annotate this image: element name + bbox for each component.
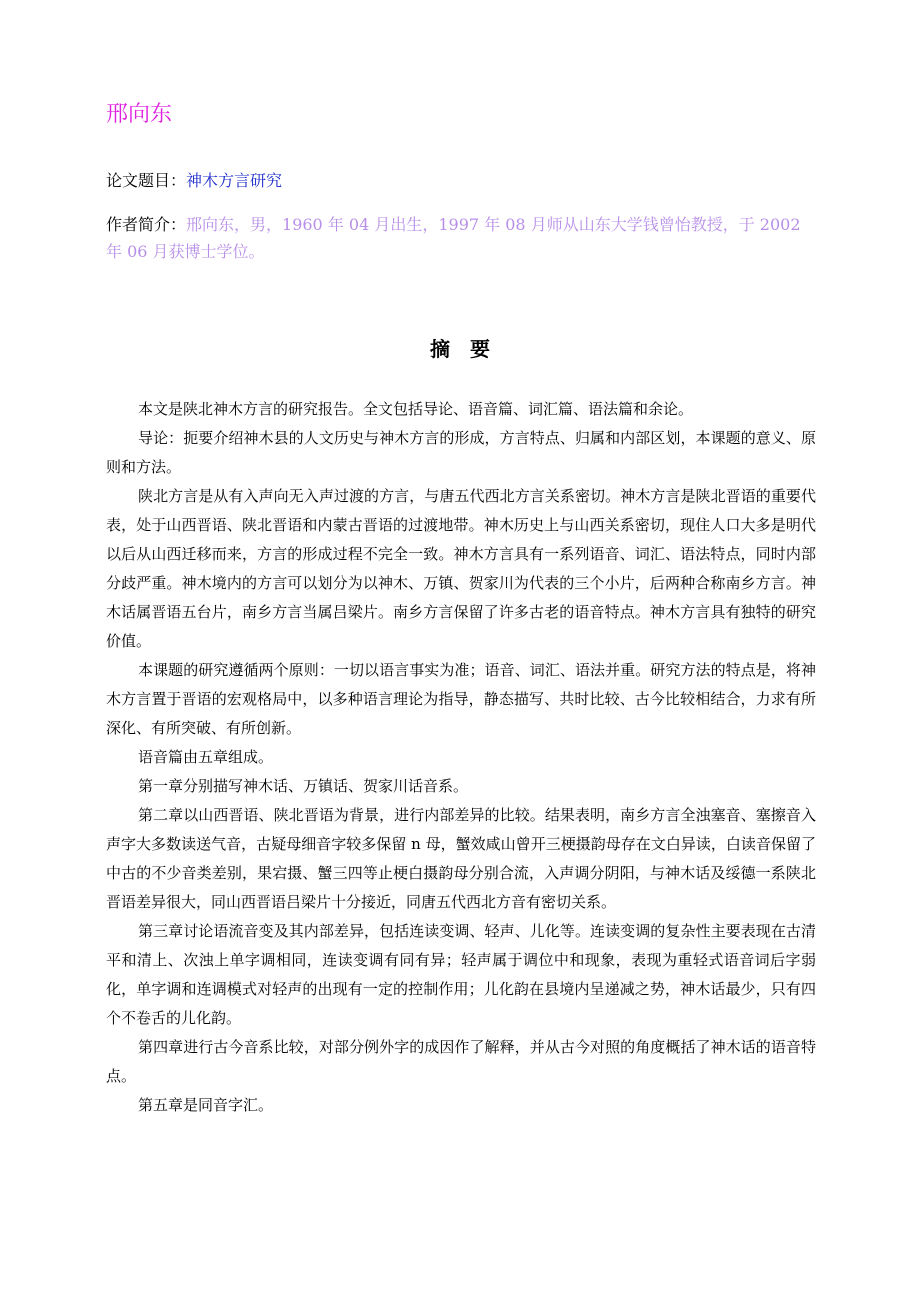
abstract-paragraph: 第三章讨论语流音变及其内部差异，包括连读变调、轻声、儿化等。连读变调的复杂性主要表现在古清平和清上、次浊上单字调相同，连读变调有同有异；轻声属于调位中和现象，表现为重轻式语音词后字弱化，单字调和连调模式对轻声的出现有一定的控制作用；儿化韵在县境内呈递减之势，神木话最少，只有四个不卷舌的儿化韵。 <box>106 922 816 1027</box>
abstract-paragraph: 导论：扼要介绍神木县的人文历史与神木方言的形成，方言特点、归属和内部区划，本课题的意义、原则和方法。 <box>106 429 816 476</box>
author-intro: 邢向东，男，1960 年 04 月出生，1997 年 08 月师从山东大学钱曾怡教授，于 2002 年 06 月获博士学位。 <box>106 215 801 261</box>
abstract-paragraph: 陕北方言是从有入声向无入声过渡的方言，与唐五代西北方言关系密切。神木方言是陕北晋语的重要代表，处于山西晋语、陕北晋语和内蒙古晋语的过渡地带。神木历史上与山西关系密切，现住人口大多是明代以后从山西迁移而来，方言的形成过程不完全一致。神木方言具有一系列语音、词汇、语法特点，同时内部分歧严重。神木境内的方言可以划分为以神木、万镇、贺家川为代表的三个小片，后两种合称南乡方言。神木话属晋语五台片，南乡方言当属吕梁片。南乡方言保留了许多古老的语音特点。神木方言具有独特的研究价值。 <box>106 487 816 650</box>
author-intro-line <box>106 211 816 265</box>
abstract-paragraph: 本课题的研究遵循两个原则：一切以语言事实为准；语音、词汇、语法并重。研究方法的特点是，将神木方言置于晋语的宏观格局中，以多种语言理论为指导，静态描写、共时比较、古今比较相结合，力求有所深化、有所突破、有所创新。 <box>106 661 816 737</box>
abstract-paragraph: 第一章分别描写神木话、万镇话、贺家川话音系。 <box>138 777 469 795</box>
abstract-paragraph: 本文是陕北神木方言的研究报告。全文包括导论、语音篇、词汇篇、语法篇和余论。 <box>138 400 694 418</box>
thesis-title-label: 论文题目： <box>106 171 187 190</box>
abstract-paragraph: 第二章以山西晋语、陕北晋语为背景，进行内部差异的比较。结果表明，南乡方言全浊塞音、塞擦音入声字大多数读送气音，古疑母细音字较多保留 n 母，蟹效咸山曾开三梗摄韵母存在文白异读，白读音保留了中古的不少音类差别，果宕摄、蟹三四等止梗白摄韵母分别合流，入声调分阴阳，与神木话及绥德一系陕北晋语差异很大，同山西晋语吕梁片十分接近，同唐五代西北方音有密切关系。 <box>106 806 816 911</box>
abstract-paragraph: 第四章进行古今音系比较，对部分例外字的成因作了解释，并从古今对照的角度概括了神木话的语音特点。 <box>106 1038 816 1085</box>
author-intro-label: 作者简介： <box>106 215 187 234</box>
author-name: 邢向东 <box>106 102 173 127</box>
thesis-title: 神木方言研究 <box>186 171 283 190</box>
thesis-title-line <box>106 168 816 194</box>
abstract-paragraph: 第五章是同音字汇。 <box>138 1096 274 1114</box>
abstract-paragraph: 语音篇由五章组成。 <box>138 748 274 766</box>
abstract-heading: 摘 要 <box>430 337 490 361</box>
abstract-body <box>106 395 816 1120</box>
